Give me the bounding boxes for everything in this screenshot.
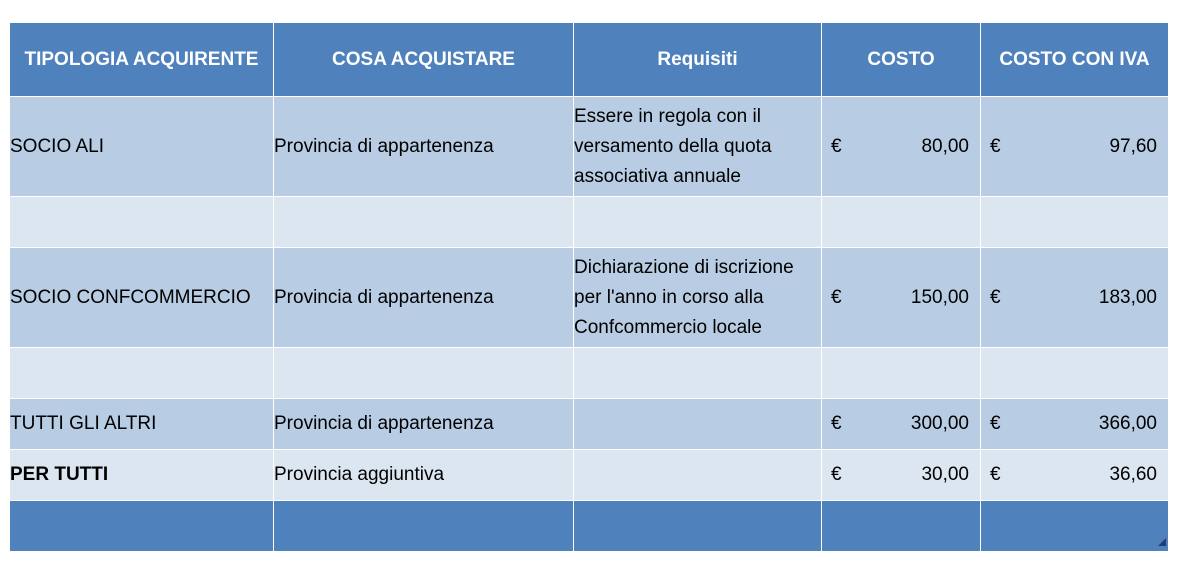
pricing-table bbox=[9, 22, 1169, 552]
cell-costo bbox=[822, 450, 981, 501]
table-footer bbox=[10, 501, 1169, 552]
requisiti-line: versamento della quota bbox=[574, 135, 772, 157]
currency-symbol: € bbox=[831, 135, 842, 157]
currency-symbol: € bbox=[831, 413, 842, 434]
cell-costo bbox=[822, 399, 981, 450]
cell-requisiti bbox=[574, 97, 822, 197]
cell-requisiti bbox=[574, 248, 822, 348]
cell-tipologia: SOCIO CONFCOMMERCIO bbox=[10, 248, 274, 348]
table-row bbox=[10, 450, 1169, 501]
cell-cosa-acquistare: Provincia di appartenenza bbox=[274, 399, 574, 450]
empty-cell bbox=[822, 348, 981, 399]
cell-tipologia: SOCIO ALI bbox=[10, 97, 274, 197]
cell-cosa-acquistare: Provincia aggiuntiva bbox=[274, 450, 574, 501]
amount: 366,00 bbox=[1098, 413, 1157, 434]
requisiti-line: Dichiarazione di iscrizione bbox=[574, 256, 794, 278]
header-costo-con-iva: COSTO CON IVA bbox=[981, 23, 1169, 97]
empty-cell bbox=[274, 348, 574, 399]
cell-costo-con-iva bbox=[981, 248, 1169, 348]
currency-symbol: € bbox=[831, 464, 842, 485]
table-resize-handle[interactable] bbox=[1158, 538, 1166, 546]
amount: 36,60 bbox=[1109, 464, 1157, 485]
header-row bbox=[10, 23, 1169, 97]
table-row bbox=[10, 97, 1169, 197]
empty-cell bbox=[822, 197, 981, 248]
table-body bbox=[10, 97, 1169, 501]
empty-cell bbox=[274, 197, 574, 248]
requisiti-line: Confcommercio locale bbox=[574, 316, 762, 338]
cell-requisiti bbox=[574, 399, 822, 450]
empty-cell bbox=[10, 348, 274, 399]
empty-cell bbox=[574, 348, 822, 399]
table-row bbox=[10, 399, 1169, 450]
cell-requisiti bbox=[574, 450, 822, 501]
footer-cell bbox=[10, 501, 274, 552]
amount: 183,00 bbox=[1098, 286, 1157, 308]
header-requisiti: Requisiti bbox=[574, 23, 822, 97]
table-row bbox=[10, 248, 1169, 348]
requisiti-line: associativa annuale bbox=[574, 165, 741, 187]
header-costo: COSTO bbox=[822, 23, 981, 97]
cell-tipologia: TUTTI GLI ALTRI bbox=[10, 399, 274, 450]
spacer-row bbox=[10, 197, 1169, 248]
footer-row bbox=[10, 501, 1169, 552]
currency-symbol: € bbox=[831, 286, 842, 308]
cell-cosa-acquistare: Provincia di appartenenza bbox=[274, 97, 574, 197]
header-tipologia: TIPOLOGIA ACQUIRENTE bbox=[10, 23, 274, 97]
footer-cell bbox=[981, 501, 1169, 552]
empty-cell bbox=[574, 197, 822, 248]
requisiti-line: Essere in regola con il bbox=[574, 105, 761, 127]
footer-cell bbox=[822, 501, 981, 552]
cell-cosa-acquistare: Provincia di appartenenza bbox=[274, 248, 574, 348]
table-header bbox=[10, 23, 1169, 97]
currency-symbol: € bbox=[990, 135, 1001, 157]
cell-costo bbox=[822, 97, 981, 197]
amount: 97,60 bbox=[1109, 135, 1157, 157]
cell-costo-con-iva bbox=[981, 399, 1169, 450]
cell-costo-con-iva bbox=[981, 450, 1169, 501]
empty-cell bbox=[981, 197, 1169, 248]
requisiti-line: per l'anno in corso alla bbox=[574, 286, 764, 308]
empty-cell bbox=[10, 197, 274, 248]
currency-symbol: € bbox=[990, 286, 1001, 308]
spacer-row bbox=[10, 348, 1169, 399]
cell-costo bbox=[822, 248, 981, 348]
currency-symbol: € bbox=[990, 464, 1001, 485]
amount: 300,00 bbox=[910, 413, 969, 434]
empty-cell bbox=[981, 348, 1169, 399]
header-cosa-acquistare: COSA ACQUISTARE bbox=[274, 23, 574, 97]
cell-costo-con-iva bbox=[981, 97, 1169, 197]
cell-tipologia: PER TUTTI bbox=[10, 450, 274, 501]
footer-cell bbox=[574, 501, 822, 552]
amount: 80,00 bbox=[921, 135, 969, 157]
currency-symbol: € bbox=[990, 413, 1001, 434]
amount: 150,00 bbox=[910, 286, 969, 308]
footer-cell bbox=[274, 501, 574, 552]
amount: 30,00 bbox=[921, 464, 969, 485]
